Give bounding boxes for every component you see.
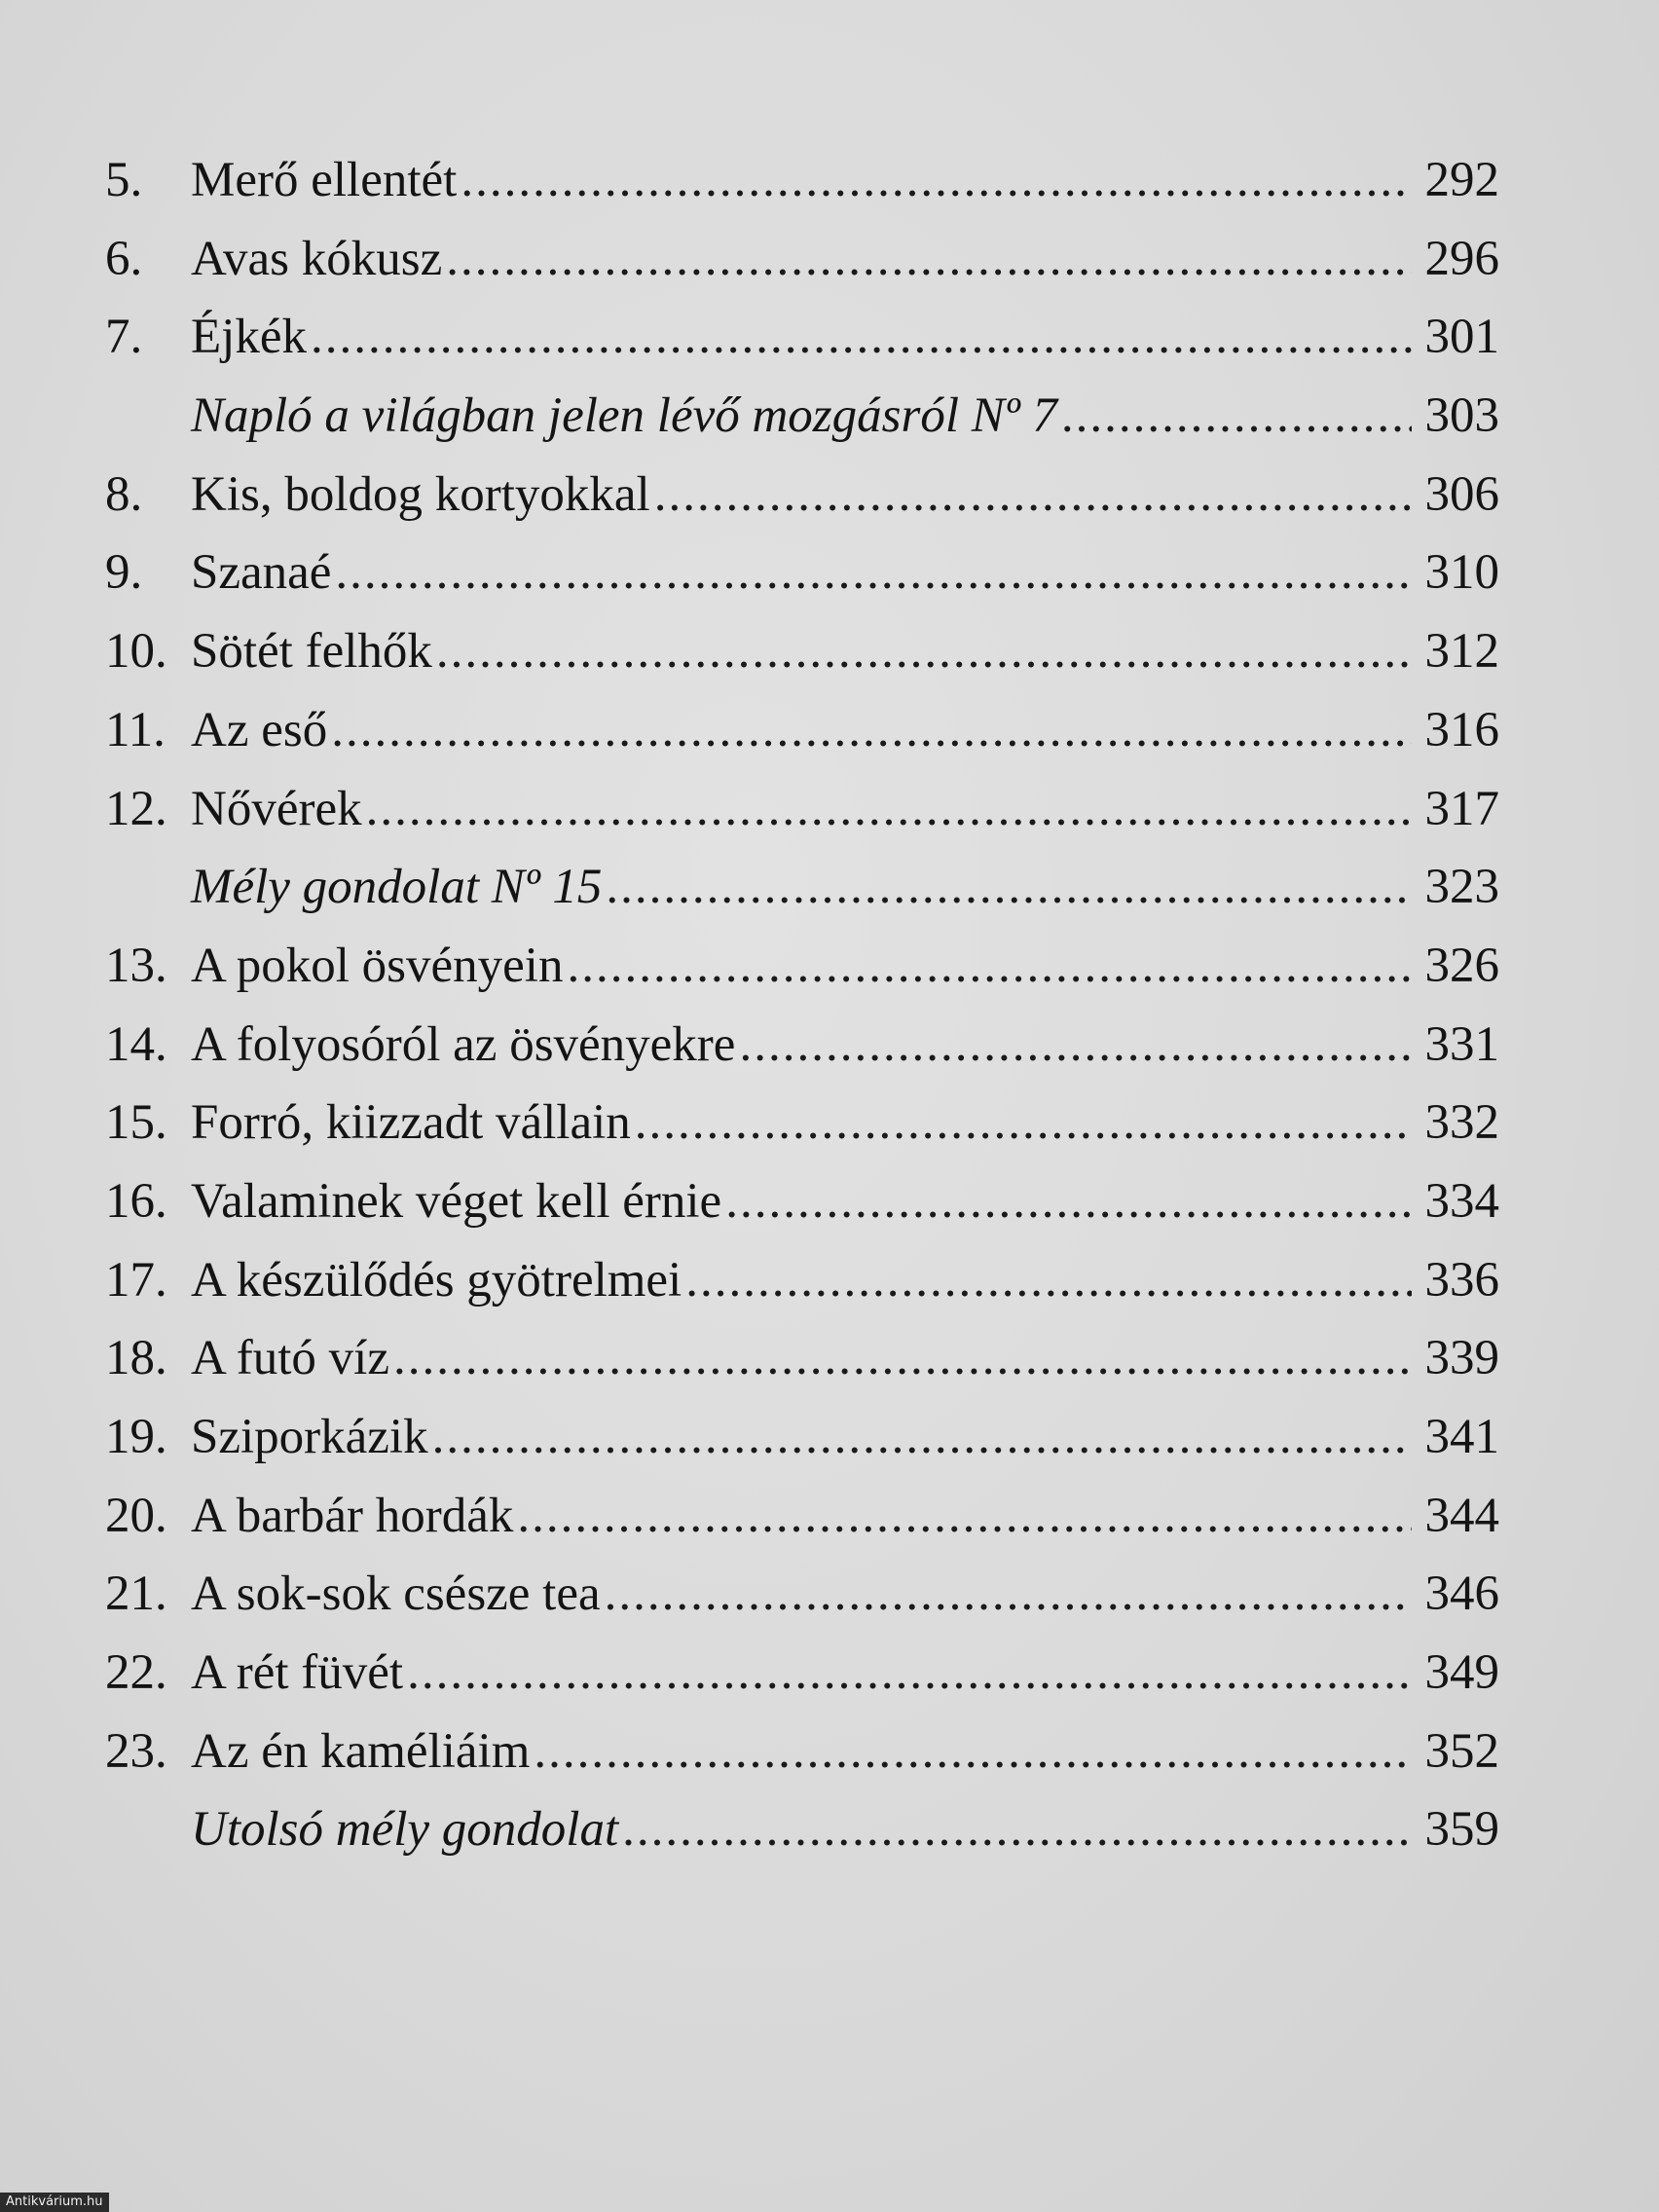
page-number: 339 <box>1424 1331 1499 1386</box>
toc-entry <box>105 691 1499 770</box>
toc-entry <box>105 927 1499 1006</box>
page-number: 349 <box>1424 1645 1499 1701</box>
dot-leader <box>622 1790 1412 1869</box>
page-number: 303 <box>1424 388 1499 444</box>
page-number: 301 <box>1424 310 1499 365</box>
chapter-title: Éjkék <box>191 310 307 365</box>
chapter-title: Utolsó mély gondolat <box>191 1802 619 1858</box>
toc-entry <box>105 1790 1499 1869</box>
chapter-title: A barbár hordák <box>191 1488 514 1543</box>
page-number: 352 <box>1424 1723 1499 1779</box>
dot-leader <box>725 1162 1412 1241</box>
chapter-title: Sötét felhők <box>191 624 432 680</box>
chapter-number: 7. <box>105 310 143 365</box>
toc-entry <box>105 1084 1499 1162</box>
chapter-number: 21. <box>105 1567 167 1622</box>
chapter-number: 22. <box>105 1645 167 1701</box>
chapter-title: Az én kaméliáim <box>191 1723 531 1779</box>
page-number: 359 <box>1424 1802 1499 1858</box>
chapter-title: A futó víz <box>191 1331 389 1386</box>
page-number: 316 <box>1424 702 1499 757</box>
chapter-number: 11. <box>105 702 166 757</box>
toc-entry <box>105 220 1499 299</box>
toc-entry <box>105 141 1499 220</box>
toc-entry <box>105 1319 1499 1398</box>
toc-entry <box>105 1006 1499 1085</box>
page-number: 336 <box>1424 1252 1499 1308</box>
chapter-title: Az eső <box>191 702 328 757</box>
chapter-number: 18. <box>105 1331 167 1386</box>
page-number: 296 <box>1424 231 1499 286</box>
chapter-number: 5. <box>105 153 143 207</box>
toc-entry <box>105 298 1499 377</box>
chapter-title: A rét füvét <box>191 1645 404 1701</box>
page-number: 317 <box>1424 781 1499 836</box>
chapter-title: Napló a világban jelen lévő mozgásról Nº 7 <box>191 388 1057 444</box>
dot-leader <box>654 456 1412 535</box>
page-number: 344 <box>1424 1488 1499 1543</box>
chapter-title: Mély gondolat Nº 15 <box>191 860 603 915</box>
chapter-number: 10. <box>105 624 167 680</box>
dot-leader <box>335 534 1412 612</box>
toc-entry <box>105 612 1499 691</box>
chapter-title: Forró, kiizzadt vállain <box>191 1095 631 1151</box>
chapter-number: 14. <box>105 1016 167 1072</box>
toc-entry <box>105 456 1499 535</box>
chapter-title: Sziporkázik <box>191 1410 428 1464</box>
dot-leader <box>567 927 1412 1006</box>
toc-entry <box>105 848 1499 927</box>
dot-leader <box>517 1477 1412 1556</box>
toc-entry <box>105 1162 1499 1241</box>
chapter-number: 16. <box>105 1173 167 1229</box>
dot-leader <box>739 1006 1412 1085</box>
chapter-title: Kis, boldog kortyokkal <box>191 466 650 522</box>
page-number: 323 <box>1424 860 1499 915</box>
watermark-label: Antikvárium.hu <box>0 2193 109 2212</box>
chapter-number: 13. <box>105 938 167 993</box>
page-number: 346 <box>1424 1567 1499 1622</box>
chapter-title: Valaminek véget kell érnie <box>191 1173 722 1229</box>
toc-entry <box>105 1555 1499 1634</box>
page-number: 292 <box>1424 153 1499 207</box>
chapter-title: A folyosóról az ösvényekre <box>191 1016 736 1072</box>
chapter-title: Avas kókusz <box>191 231 443 286</box>
chapter-title: Merő ellentét <box>191 153 458 207</box>
page-number: 306 <box>1424 466 1499 522</box>
dot-leader <box>685 1241 1412 1320</box>
chapter-number: 8. <box>105 466 143 522</box>
chapter-number: 15. <box>105 1095 167 1151</box>
dot-leader <box>605 1555 1412 1634</box>
chapter-number: 12. <box>105 781 167 836</box>
page-number: 331 <box>1424 1016 1499 1072</box>
dot-leader <box>446 220 1412 299</box>
table-of-contents <box>105 141 1499 1869</box>
chapter-title: A készülődés gyötrelmei <box>191 1252 682 1308</box>
chapter-number: 17. <box>105 1252 167 1308</box>
dot-leader <box>393 1319 1412 1398</box>
dot-leader <box>366 770 1412 849</box>
dot-leader <box>407 1634 1412 1713</box>
chapter-number: 9. <box>105 545 143 601</box>
toc-entry <box>105 1477 1499 1556</box>
page-number: 332 <box>1424 1095 1499 1151</box>
page-number: 334 <box>1424 1173 1499 1229</box>
chapter-number: 6. <box>105 231 143 286</box>
dot-leader <box>635 1084 1412 1162</box>
chapter-number: 23. <box>105 1723 167 1779</box>
toc-entry <box>105 377 1499 456</box>
page-number: 310 <box>1424 545 1499 601</box>
chapter-title: Nővérek <box>191 781 362 836</box>
page-number: 326 <box>1424 938 1499 993</box>
page-number: 312 <box>1424 624 1499 680</box>
dot-leader <box>311 298 1412 377</box>
dot-leader <box>432 1398 1412 1477</box>
dot-leader <box>331 691 1412 770</box>
chapter-number: 20. <box>105 1488 167 1543</box>
toc-entry <box>105 534 1499 612</box>
toc-entry <box>105 1398 1499 1477</box>
dot-leader <box>461 141 1412 220</box>
dot-leader <box>1061 377 1412 456</box>
toc-entry <box>105 1634 1499 1713</box>
chapter-title: A sok-sok csésze tea <box>191 1567 601 1622</box>
chapter-title: A pokol ösvényein <box>191 938 564 993</box>
page-number: 341 <box>1424 1410 1499 1464</box>
chapter-title: Szanaé <box>191 545 332 601</box>
dot-leader <box>534 1713 1412 1791</box>
toc-entry <box>105 770 1499 849</box>
dot-leader <box>436 612 1412 691</box>
toc-entry <box>105 1241 1499 1320</box>
dot-leader <box>606 848 1412 927</box>
chapter-number: 19. <box>105 1410 167 1464</box>
toc-entry <box>105 1713 1499 1791</box>
